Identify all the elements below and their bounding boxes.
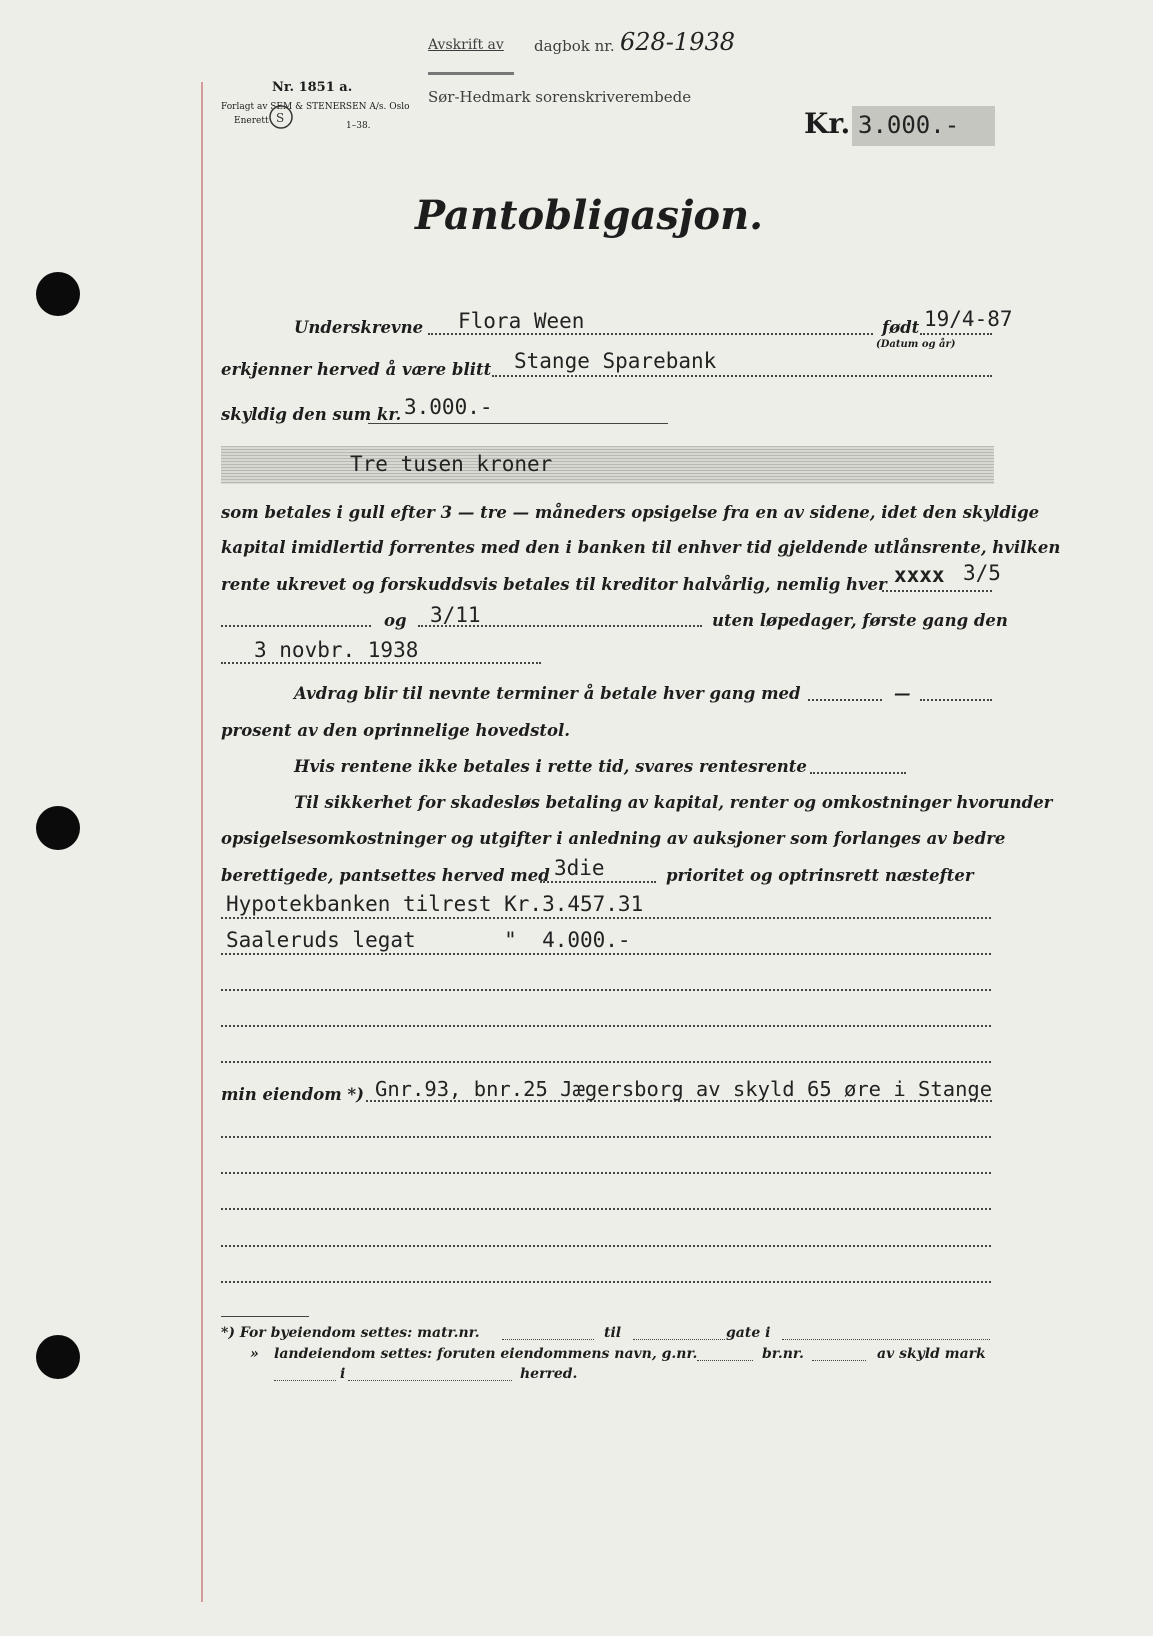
footnote-row-2-mark: » — [250, 1346, 259, 1362]
priority-value: 3die — [554, 856, 605, 880]
first-term: 3/5 — [963, 561, 1001, 585]
sum-label: skyldig den sum kr. — [221, 405, 402, 424]
second-term: 3/11 — [430, 603, 481, 627]
body-line-4-end: uten løpedager, første gang den — [712, 611, 1008, 630]
body-line-3: rente ukrevet og forskuddsvis betales til kreditor halvårlig, nemlig hver — [221, 575, 887, 594]
og-label: og — [384, 611, 407, 630]
lien-dotted-line-2 — [221, 953, 991, 955]
amount-value: 3.000.- — [858, 111, 960, 139]
stamp-dagbok-number: 628-1938 — [620, 28, 735, 56]
footnote-row-2b: br.nr. — [762, 1346, 804, 1362]
sikkerhet-line-3b: prioritet og optrinsrett næstefter — [666, 866, 974, 885]
lien-dotted-line-4 — [221, 1025, 991, 1027]
footnote-dots-7 — [348, 1380, 512, 1381]
body-line-2: kapital imidlertid forrentes med den i banken til enhver tid gjeldende utlånsrente, hvilken — [221, 538, 1061, 557]
sikkerhet-line-3a: berettigede, pantsettes herved med — [221, 866, 550, 885]
creditor-dotted-line — [492, 375, 992, 377]
margin-rule — [201, 82, 203, 1602]
sum-in-words: Tre tusen kroner — [350, 452, 553, 476]
footnote-row-2a: landeiendom settes: foruten eiendommens navn, g.nr. — [274, 1346, 698, 1362]
form-number: Nr. 1851 a. — [272, 80, 353, 95]
footnote-row-3b: herred. — [520, 1366, 578, 1382]
creditor-label: erkjenner herved å være blitt — [221, 360, 492, 379]
property-value: Gnr.93, bnr.25 Jægersborg av skyld 65 øre i Stange — [375, 1077, 993, 1101]
footnote-row-1b: til — [604, 1325, 622, 1341]
prior-lien-2: Saaleruds legat " 4.000.- — [226, 928, 631, 952]
creditor-name: Stange Sparebank — [514, 349, 717, 373]
footnote-dots-4 — [697, 1360, 753, 1361]
first-date: 3 novbr. 1938 — [254, 638, 419, 662]
punch-hole-top — [36, 272, 80, 316]
term-dotted-line-1 — [882, 590, 992, 592]
avdrag-text: Avdrag blir til nevnte terminer å betale hver gang med — [294, 684, 801, 703]
undersigned-label: Underskrevne — [294, 318, 424, 337]
born-value: 19/4-87 — [924, 307, 1013, 331]
rentesrente-text: Hvis rentene ikke betales i rette tid, svares rentesrente — [294, 757, 807, 776]
prosent-text: prosent av den oprinnelige hovedstol. — [221, 721, 571, 740]
sikkerhet-line-1: Til sikkerhet for skadesløs betaling av kapital, renter og omkostninger hvorunder — [294, 793, 1053, 812]
publisher-line: Forlagt av SEM & STENERSEN A/s. Oslo — [221, 102, 410, 112]
document-title: Pantobligasjon. — [415, 192, 764, 239]
sum-underline — [368, 423, 668, 424]
publisher-rights: Enerett — [234, 116, 269, 126]
sum-in-words-band — [221, 446, 994, 484]
footnote-row-2c: av skyld mark — [877, 1346, 986, 1362]
footnote-row-3a: i — [340, 1366, 346, 1382]
priority-dotted-line — [540, 881, 656, 883]
stamp-office: Sør-Hedmark sorenskriverembede — [428, 88, 692, 106]
avdrag-dotted-line-2 — [920, 699, 992, 701]
first-date-dotted-line — [221, 662, 541, 664]
stamp-avskrift: Avskrift av — [428, 37, 504, 53]
footnote-dots-6 — [274, 1380, 336, 1381]
publisher-seal-icon — [268, 104, 294, 130]
footnote-row-1a: *) For byeiendom settes: matr.nr. — [221, 1325, 480, 1341]
property-label: min eiendom *) — [221, 1085, 364, 1104]
stamp-dagbok-label: dagbok nr. — [534, 37, 615, 55]
sum-value: 3.000.- — [404, 395, 493, 419]
property-dotted-line-2 — [221, 1136, 991, 1138]
term-dotted-line-2a — [221, 625, 371, 627]
born-dotted-line — [920, 333, 992, 335]
footnote-dots-2 — [633, 1339, 725, 1340]
footnote-dots-5 — [812, 1360, 866, 1361]
property-dotted-line-3 — [221, 1172, 991, 1174]
born-hint: (Datum og år) — [876, 339, 956, 350]
property-dotted-line-6 — [221, 1281, 991, 1283]
footnote-dots-3 — [782, 1339, 990, 1340]
first-term-struck: xxxx — [894, 563, 945, 587]
undersigned-name: Flora Ween — [458, 309, 585, 333]
footnote-row-1c: gate i — [726, 1325, 771, 1341]
lien-dotted-line-3 — [221, 989, 991, 991]
punch-hole-bottom — [36, 1335, 80, 1379]
lien-dotted-line-5 — [221, 1061, 991, 1063]
form-edition: 1–38. — [346, 121, 371, 131]
sikkerhet-line-2: opsigelsesomkostninger og utgifter i anledning av auksjoner som forlanges av bedre — [221, 829, 1006, 848]
punch-hole-middle — [36, 806, 80, 850]
amount-label: Kr. — [804, 107, 851, 140]
born-label: født — [882, 318, 920, 337]
rentesrente-dotted-line — [810, 772, 906, 774]
stamp-struck-word — [428, 72, 514, 75]
avdrag-dotted-line-1 — [808, 699, 882, 701]
undersigned-dotted-line — [428, 333, 873, 335]
footnote-dots-1 — [502, 1339, 594, 1340]
svg-text:S: S — [276, 111, 285, 125]
footnote-rule — [221, 1316, 309, 1317]
body-line-1: som betales i gull efter 3 — tre — måneders opsigelse fra en av sidene, idet den skyldige — [221, 503, 1040, 522]
prior-lien-1: Hypotekbanken tilrest Kr.3.457.31 — [226, 892, 644, 916]
property-dotted-line-5 — [221, 1245, 991, 1247]
avdrag-dash: — — [894, 684, 911, 703]
property-dotted-line-4 — [221, 1208, 991, 1210]
lien-dotted-line-1 — [221, 917, 991, 919]
